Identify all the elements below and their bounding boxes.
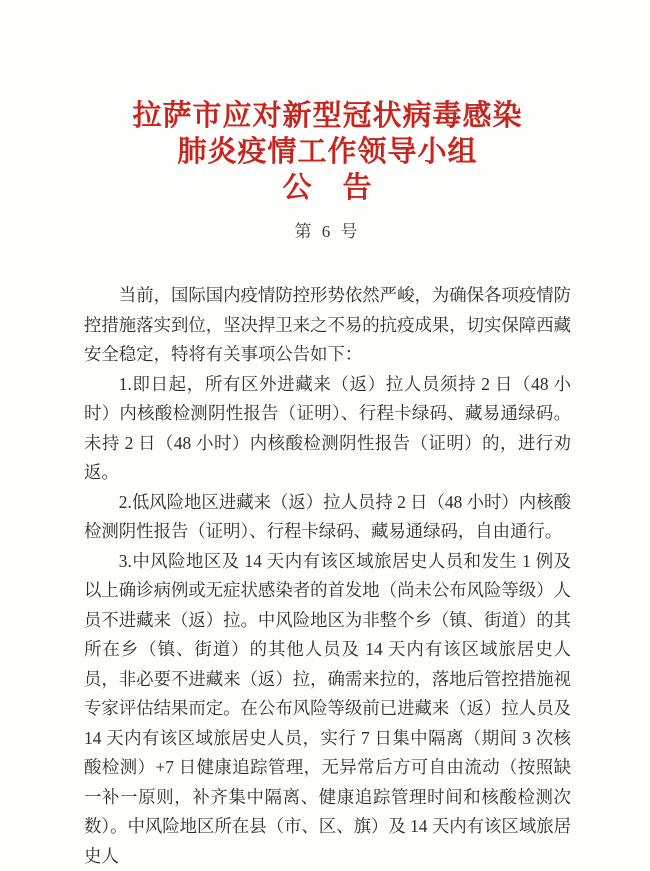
paragraph-item-1: 1.即日起，所有区外进藏来（返）拉人员须持 2 日（48 小时）内核酸检测阴性报告（证明）、行程卡绿码、藏易通绿码。未持 2 日（48 小时）内核酸检测阴性报告（证明）的，进行劝返。 bbox=[84, 370, 571, 488]
document-title-line-1: 拉萨市应对新型冠状病毒感染 bbox=[84, 98, 571, 134]
document-title-line-3: 公 告 bbox=[84, 170, 571, 206]
issue-number: 第 6 号 bbox=[84, 217, 571, 242]
document-title bbox=[84, 98, 571, 206]
paragraph-intro: 当前，国际国内疫情防控形势依然严峻，为确保各项疫情防控措施落实到位，坚决捍卫来之不易的抗疫成果，切实保障西藏安全稳定，特将有关事项公告如下： bbox=[84, 281, 571, 370]
announcement-body bbox=[84, 281, 571, 871]
document-title-line-2: 肺炎疫情工作领导小组 bbox=[84, 134, 571, 170]
paragraph-item-3: 3.中风险地区及 14 天内有该区域旅居史人员和发生 1 例及以上确诊病例或无症状感染者的首发地（尚未公布风险等级）人员不进藏来（返）拉。中风险地区为非整个乡（镇、街道）的其所在乡（镇、街道）的其他人员及 14 天内有该区域旅居史人员，非必要不进藏来（返）拉，确需来拉的，落地后管控措施视专家评估结果而定。在公布风险等级前已进藏来（返）拉人员及 14 天内有该区域旅居史人员，实行 7 日集中隔离（期间 3 次核酸检测）+7 日健康追踪管理，无异常后方可自由流动（按照缺一补一原则，补齐集中隔离、健康追踪管理时间和核酸检测次数）。中风险地区所在县（市、区、旗）及 14 天内有该区域旅居史人 bbox=[84, 547, 571, 871]
paragraph-item-2: 2.低风险地区进藏来（返）拉人员持 2 日（48 小时）内核酸检测阴性报告（证明）、行程卡绿码、藏易通绿码，自由通行。 bbox=[84, 488, 571, 547]
